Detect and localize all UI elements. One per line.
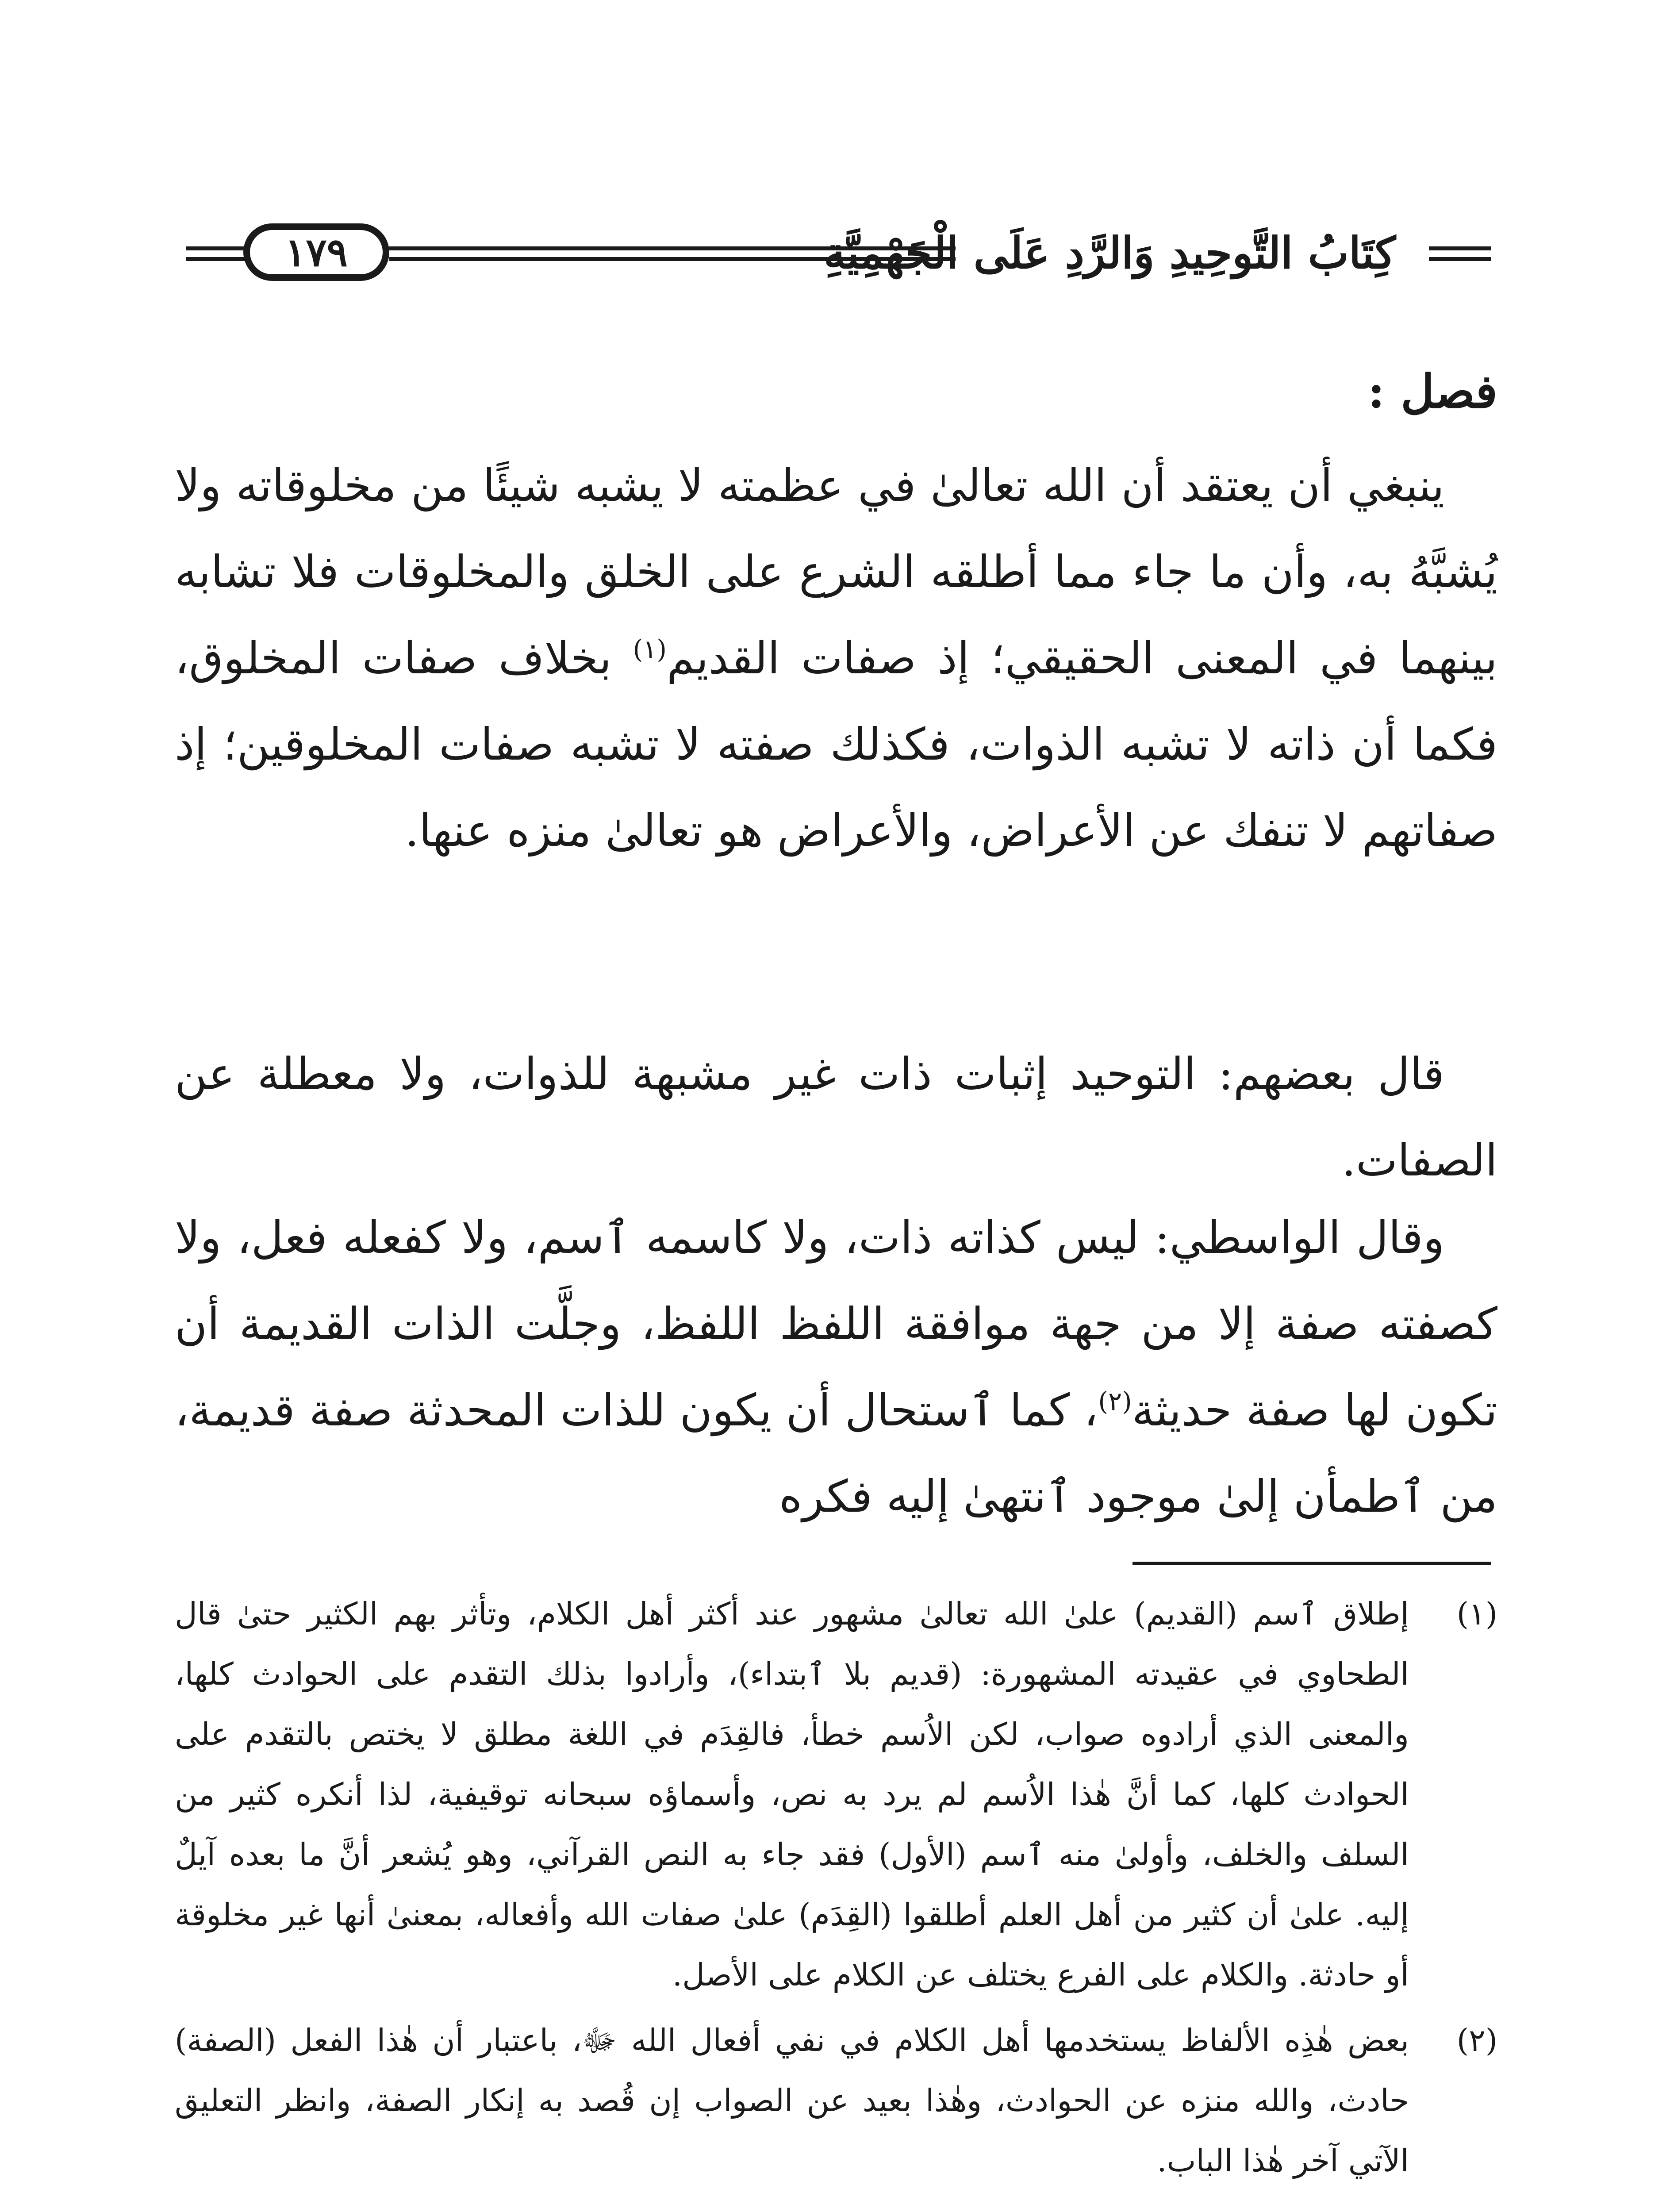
header-rule-right-top [1429,246,1491,250]
paragraph-2 [175,1031,1497,1203]
header-rule-left-bottom [186,257,248,261]
footnote-1 [175,1584,1497,2005]
footnote-2-marker: (٢) [1456,2022,1497,2058]
footnote-ref-1[interactable]: (١) [633,634,667,664]
page-number-badge [243,223,389,281]
book-title: كِتَابُ التَّوحِيدِ وَالرَّدِ عَلَى الْجَهْمِيَّةِ [824,228,1396,279]
footnote-2 [175,2010,1497,2191]
footnote-separator [1133,1562,1491,1565]
footnote-ref-2[interactable]: (٢) [1098,1386,1132,1417]
paragraph-1 [175,442,1497,874]
paragraph-1-text-b: بخلاف صفات المخلوق، فكما أن ذاته لا تشبه الذوات، فكذلك صفته لا تشبه صفات المخلوقين؛ إذ صفاتهم لا تنفك عن الأعراض، والأعراض هو تعالىٰ منزه عنها. [175,632,1497,856]
footnote-2-text: بعض هٰذِه الألفاظ يستخدمها أهل الكلام في نفي أفعال الله ﷻ، باعتبار أن هٰذا الفعل (الصفة) حادث، والله منزه عن الحوادث، وهٰذا بعيد عن الصواب إن قُصد به إنكار الصفة، وانظر التعليق الآتي آخر هٰذا الباب. [175,2022,1409,2179]
page-number: ١٧٩ [285,229,348,275]
paragraph-3 [175,1194,1497,1540]
paragraph-3-text-b: ، كما ٱستحال أن يكون للذات المحدثة صفة قديمة، من ٱطمأن إلىٰ موجود ٱنتهىٰ إليه فكره [175,1384,1497,1522]
footnote-1-marker: (١) [1456,1596,1497,1632]
paragraph-3-text-a: وقال الواسطي: ليس كذاته ذات، ولا كاسمه ٱسم، ولا كفعله فعل، ولا كصفته صفة إلا من جهة موافقة اللفظ اللفظ، وجلَّت الذات القديمة أن تكون لها صفة حديثة [175,1212,1497,1436]
paragraph-1-text-a: ينبغي أن يعتقد أن الله تعالىٰ في عظمته لا يشبه شيئًا من مخلوقاته ولا يُشبَّهُ به، وأن ما جاء مما أطلقه الشرع على الخلق والمخلوقات فلا تشابه بينهما في المعنى الحقيقي؛ إذ صفات القديم [175,460,1497,684]
footnotes [175,1584,1497,2191]
page-header [186,223,1491,290]
header-rule-right-bottom [1429,257,1491,261]
footnote-1-text: إطلاق ٱسم (القديم) علىٰ الله تعالىٰ مشهور عند أكثر أهل الكلام، وتأثر بهم الكثير حتىٰ قال الطحاوي في عقيدته المشهورة: (قديم بلا ٱبتداء)، وأرادوا بذلك التقدم على الحوادث كلها، والمعنى الذي أرادوه صواب، لكن الاُسم خطأ، فالقِدَم في اللغة مطلق لا يختص بالتقدم على الحوادث كلها، كما أنَّ هٰذا الاُسم لم يرد به نص، وأسماؤه سبحانه توقيفية، لذا أنكره كثير من السلف والخلف، وأولىٰ منه ٱسم (الأول) فقد جاء به النص القرآني، وهو يُشعر أنَّ ما بعده آيلٌ إليه. علىٰ أن كثير من أهل العلم أطلقوا (القِدَم) علىٰ صفات الله وأفعاله، بمعنىٰ أنها غير مخلوقة أو حادثة. والكلام على الفرع يختلف عن الكلام على الأصل. [175,1596,1409,1993]
section-heading: فصل : [1367,364,1497,419]
header-rule-left-top [186,246,248,250]
paragraph-2-text: قال بعضهم: التوحيد إثبات ذات غير مشبهة للذوات، ولا معطلة عن الصفات. [175,1048,1497,1186]
